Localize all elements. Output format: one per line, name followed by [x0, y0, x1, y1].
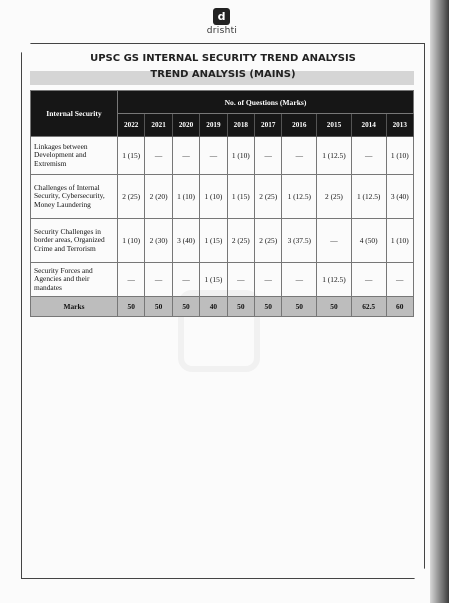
drishti-logo-icon: d — [213, 8, 230, 25]
value-cell: 1 (15) — [227, 175, 254, 219]
marks-total-cell: 50 — [317, 297, 352, 317]
year-header: 2015 — [317, 114, 352, 137]
value-cell: 3 (40) — [172, 219, 199, 263]
marks-total-cell: 62.5 — [351, 297, 386, 317]
value-cell: 1 (12.5) — [317, 137, 352, 175]
value-cell: 4 (50) — [351, 219, 386, 263]
value-cell: — — [145, 137, 172, 175]
value-cell: — — [255, 263, 282, 297]
group-header: No. of Questions (Marks) — [118, 91, 414, 114]
value-cell: 1 (10) — [200, 175, 227, 219]
year-header: 2014 — [351, 114, 386, 137]
marks-total-cell: 50 — [172, 297, 199, 317]
value-cell: 2 (20) — [145, 175, 172, 219]
year-header: 2016 — [282, 114, 317, 137]
value-cell: 2 (25) — [317, 175, 352, 219]
value-cell: — — [282, 263, 317, 297]
table-row — [31, 219, 414, 263]
value-cell: — — [172, 137, 199, 175]
value-cell: — — [317, 219, 352, 263]
value-cell: — — [200, 137, 227, 175]
marks-total-cell: 50 — [227, 297, 254, 317]
value-cell: — — [351, 137, 386, 175]
value-cell: 1 (12.5) — [351, 175, 386, 219]
year-header: 2020 — [172, 114, 199, 137]
value-cell: — — [227, 263, 254, 297]
value-cell: 2 (25) — [255, 175, 282, 219]
value-cell: 3 (37.5) — [282, 219, 317, 263]
year-header: 2021 — [145, 114, 172, 137]
trend-table — [30, 90, 414, 317]
value-cell: 1 (15) — [200, 263, 227, 297]
page-title: UPSC GS INTERNAL SECURITY TREND ANALYSIS — [90, 53, 356, 64]
marks-row — [31, 297, 414, 317]
value-cell: — — [351, 263, 386, 297]
page-subtitle: TREND ANALYSIS (MAINS) — [150, 69, 296, 80]
marks-label: Marks — [31, 297, 118, 317]
value-cell: 2 (25) — [255, 219, 282, 263]
year-header: 2022 — [118, 114, 145, 137]
marks-total-cell: 50 — [282, 297, 317, 317]
year-header: 2018 — [227, 114, 254, 137]
table-row — [31, 175, 414, 219]
table-row — [31, 263, 414, 297]
marks-total-cell: 50 — [145, 297, 172, 317]
value-cell: 1 (15) — [118, 137, 145, 175]
value-cell: 1 (10) — [227, 137, 254, 175]
marks-total-cell: 50 — [118, 297, 145, 317]
topic-cell: Security Challenges in border areas, Organized Crime and Terrorism — [31, 219, 118, 263]
value-cell: 3 (40) — [386, 175, 414, 219]
marks-total-cell: 50 — [255, 297, 282, 317]
year-header: 2017 — [255, 114, 282, 137]
value-cell: — — [386, 263, 414, 297]
value-cell: 1 (12.5) — [282, 175, 317, 219]
value-cell: — — [255, 137, 282, 175]
value-cell: 1 (15) — [200, 219, 227, 263]
value-cell: — — [282, 137, 317, 175]
value-cell: 1 (10) — [172, 175, 199, 219]
topic-cell: Security Forces and Agencies and their mandates — [31, 263, 118, 297]
value-cell: — — [118, 263, 145, 297]
book-spine — [430, 0, 449, 603]
brand-name: drishti — [206, 26, 238, 36]
value-cell: — — [172, 263, 199, 297]
value-cell: 1 (12.5) — [317, 263, 352, 297]
year-header: 2013 — [386, 114, 414, 137]
value-cell: 1 (10) — [118, 219, 145, 263]
value-cell: 1 (10) — [386, 219, 414, 263]
topic-cell: Linkages between Development and Extremism — [31, 137, 118, 175]
value-cell: 2 (25) — [227, 219, 254, 263]
marks-total-cell: 40 — [200, 297, 227, 317]
year-header: 2019 — [200, 114, 227, 137]
value-cell: — — [145, 263, 172, 297]
topic-cell: Challenges of Internal Security, Cybersecurity, Money Laundering — [31, 175, 118, 219]
row-header: Internal Security — [31, 91, 118, 137]
value-cell: 2 (30) — [145, 219, 172, 263]
value-cell: 2 (25) — [118, 175, 145, 219]
marks-total-cell: 60 — [386, 297, 414, 317]
table-row — [31, 137, 414, 175]
value-cell: 1 (10) — [386, 137, 414, 175]
